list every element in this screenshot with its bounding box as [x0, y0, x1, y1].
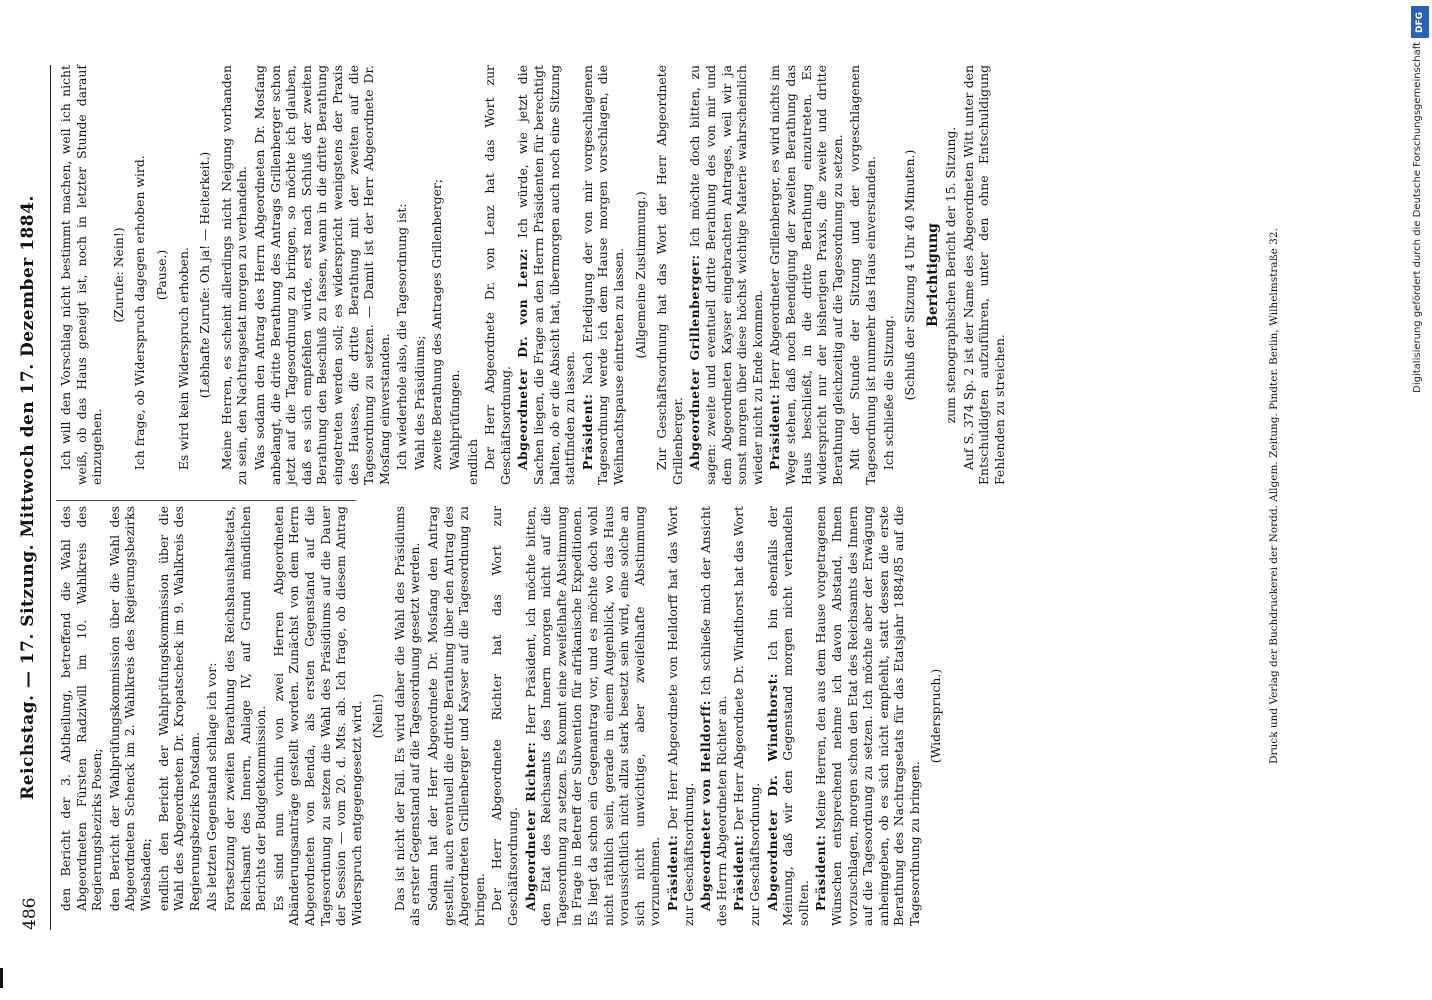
agenda-item — [222, 506, 269, 926]
agenda-item — [58, 506, 105, 926]
paragraph-text: Ich schließe mich der Ansicht des Herrn Abgeordneten Richter an. — [698, 506, 729, 926]
page-number: 486 — [20, 897, 40, 930]
paragraph-text: Der Herr Abgeordnete Dr. Windthorst hat das Wort zur Geschäftsordnung. — [731, 506, 762, 926]
stage-direction — [154, 65, 170, 485]
paragraph — [847, 65, 878, 485]
paragraph — [731, 506, 762, 926]
paragraph — [58, 65, 105, 485]
section-subtitle — [943, 65, 959, 485]
section-title — [926, 65, 942, 485]
paragraph-text: Sodann hat der Herr Abgeordnete Dr. Mosfang den Antrag gestellt, auch eventuell die dritte Berathung über den Antrag des Abgeordneten Grillenberger und Kayser auf die Tagesordnung zu bringen. — [425, 506, 487, 926]
paragraph-text: Berichtigung — [924, 223, 941, 327]
paragraph-text: (Pause.) — [153, 249, 169, 301]
paragraph — [665, 506, 696, 926]
paragraph-text: Ich wiederhole also, die Tagesordnung ist: — [394, 203, 410, 471]
right-column — [58, 65, 1010, 485]
paragraph-text: Als letzten Gegenstand schlage ich vor: — [204, 662, 220, 912]
paragraph-text: Wahlprüfungen. — [447, 369, 463, 471]
paragraph-text: Ich würde, wie jetzt die Sachen liegen, die Frage an den Herrn Präsidenten für berechtigt halten, ob er die Absicht hat, übermorgen auch noch eine Sitzung stattfinden zu lassen. — [515, 65, 578, 485]
paragraph-text: Der Herr Abgeordnete Richter hat das Wort zur Geschäftsordnung. — [489, 506, 521, 926]
stage-direction — [633, 65, 649, 485]
paragraph-text: (Nein!) — [370, 693, 386, 739]
paragraph-text: Es sind nun vorhin von zwei Herren Abgeordneten Abänderungsanträge gestellt worden. Zunächst von dem Herrn Abgeordneten von Bendа, als ersten Gegenstand auf die Tagesordnung zu setzen die Wahl des Präsidiums auf die Dauer der Session — vom 20. d. Mts. ab. Ich frage, ob diesem Antrag Widerspruch entgegengesetzt wird. — [270, 506, 364, 926]
scan-edge-mark — [0, 968, 3, 988]
paragraph — [961, 65, 1008, 485]
stage-direction — [111, 65, 127, 485]
page-header — [18, 65, 48, 930]
speaker-name: Präsident: — [813, 834, 829, 912]
paragraph-text: den Bericht der Wahlprüfungskommission über die Wahl des Abgeordneten Schenck im 2. Wahlkreis des Regierungsbezirks Wiesbaden; — [106, 506, 153, 912]
paragraph-text: Ich will den Vorschlag nicht bestimmt machen, weil ich nicht weiß, ob das Haus geneigt ist, noch in letzter Stunde darauf einzugehen. — [58, 65, 105, 485]
paragraph-text: Es wird kein Widerspruch erhoben. — [175, 247, 191, 471]
agenda-item — [107, 506, 154, 926]
paragraph-text: Ich schließe die Sitzung. — [880, 315, 896, 471]
agenda-item — [447, 65, 463, 485]
paragraph — [176, 65, 192, 485]
agenda-item — [156, 506, 203, 926]
paragraph — [394, 65, 410, 485]
paragraph-text: Nach Erledigung der von mir vorgeschlagenen Tagesordnung werde ich dem Hause morgen vorschlagen, die Weihnachtspause eintreten zu lassen. — [579, 65, 626, 485]
paragraph-text: Herr Abgeordneter Grillenberger, es wird nichts im Wege stehen, daß noch Beendigung der zweiten Berathung das Haus beschließt, in die dritte Berathung einzutreten. Es widerspricht nur der bisherigen Praxis, die zweite und dritte Berathung gleichzeitig auf die Tagesordnung zu setzen. — [767, 65, 845, 485]
paragraph — [204, 506, 220, 926]
paragraph-text: (Lebhafte Zurufe: Oh ja! — Heiterkeit.) — [197, 151, 213, 399]
stage-direction — [370, 506, 386, 926]
paragraph-text: Der Herr Abgeordnete Dr. von Lenz hat das Wort zur Geschäftsordnung. — [482, 65, 513, 485]
paragraph — [425, 506, 487, 926]
speaker-name: Präsident: — [664, 834, 680, 912]
paragraph — [252, 65, 392, 485]
paragraph — [698, 506, 729, 926]
speaker-name: Präsident: — [579, 393, 595, 471]
speaker-name: Abgeordneter Dr. Windthorst: — [764, 673, 780, 912]
paragraph — [271, 506, 365, 926]
speaker-name: Abgeordneter Grillenberger: — [687, 254, 703, 471]
paragraph-text: den Bericht der 3. Abtheilung, betreffend die Wahl des Abgeordneten Fürsten Radziwill im 10. Wahlkreis des Regierungsbezirks Posen; — [58, 506, 105, 912]
agenda-item — [429, 65, 445, 485]
speaker-name: Präsident: — [767, 393, 783, 471]
stage-direction — [197, 65, 213, 485]
paragraph-text: (Allgemeine Zustimmung.) — [632, 191, 648, 359]
paragraph-text: (Zurufe: Nein!) — [110, 227, 126, 323]
speaker-name: Abgeordneter Richter: — [522, 741, 538, 912]
stage-direction — [902, 65, 918, 485]
paragraph — [813, 506, 922, 926]
speaker-name: Abgeordneter von Helldorff: — [698, 700, 714, 912]
paragraph-text: (Widerspruch.) — [928, 668, 944, 764]
paragraph — [523, 506, 663, 926]
page-title: Reichstag. — 17. Sitzung. Mittwoch den 17. Dezember 1884. — [18, 195, 38, 800]
paragraph-text: Ich möchte doch bitten, zu sagen: zweite und eventuell dritte Berathung des von mir und dem Abgeordneten Kayser eingebrachten Antrages, weil wir ja sonst morgen über diese höchst wichtige Materie wahrscheinlich wieder nicht zu Ende kommen. — [687, 65, 765, 485]
paragraph — [392, 506, 423, 926]
dfg-logo-icon: DFG — [1411, 6, 1429, 38]
paragraph-text: Herr Präsident, ich möchte bitten, den Etat des Reichsamts des Innern morgen nicht auf die Tagesordnung zu setzen. Es kommt eine zweifelhafte Abstimmung in Frage in Betreff der Subvention für afrikanische Expeditionen. Es liegt da schon ein Gegenantrag vor, und es möchte doch wohl nicht räthlich sein, gerade in einem Augenblick, wo das Haus voraussichtlich nicht allzu stark besetzt sein wird, eine solche an sich nicht unwichtige, aber zweifelhafte Abstimmung vorzunehmen. — [522, 506, 663, 926]
paragraph — [465, 65, 481, 485]
paragraph-text: endlich den Bericht der Wahlprüfungskommission über die Wahl des Abgeordneten Dr. Kropatscheck im 9. Wahlkreis des Regierungsbezirks Potsdam. — [155, 506, 202, 912]
paragraph — [765, 506, 812, 926]
agenda-item — [412, 65, 428, 485]
speaker-name: Präsident: — [731, 834, 747, 912]
left-column — [58, 506, 950, 926]
header-rule — [50, 65, 51, 930]
paragraph-text: Ich bin ebenfalls der Meinung, daß wir den Gegenstand morgen nicht verhandeln sollten. — [764, 506, 811, 926]
paragraph-text: Der Herr Abgeordnete von Helldorff hat das Wort zur Geschäftsordnung. — [664, 506, 696, 926]
attribution-strip — [1408, 0, 1432, 1000]
paragraph-text: zum stenographischen Bericht der 15. Sitzung. — [943, 126, 959, 424]
paragraph-text: Fortsetzung der zweiten Berathung des Reichshaushaltsetats, Reichsamt des Innern, Anlage IV, auf Grund mündlichen Berichts der Budgetkommission. — [221, 506, 269, 912]
paragraph-text: Was sodann den Antrag des Herrn Abgeordneten Dr. Mosfang anbelangt, die dritte Berathung des Antrags Grillenberger schon jetzt auf die Tagesordnung zu bringen, so möchte ich glauben, daß es sich empfehlen würde, erst nach Schluß der zweiten Berathung den Beschluß zu fassen, wann in die dritte Berathung eingetreten werden soll; es widerspricht wenigstens der Praxis des Hauses, die dritte Berathung mit der zweiten auf die Tagesordnung zu setzen. — Damit ist der Herr Abgeordnete Dr. Mosfang einverstanden. — [251, 65, 392, 485]
paragraph — [687, 65, 765, 485]
stage-direction — [928, 506, 944, 926]
attribution-text: Digitalisierung gefördert durch die Deutsche Forschungsgemeinschaft — [1412, 42, 1423, 393]
printer-imprint: Druck und Verlag der Buchdruckerei der Nordd. Allgem. Zeitung. Pindter. Berlin, Wilhelmstraße 32. — [1268, 228, 1280, 764]
paragraph-text: Meine Herren, den aus dem Hause vorgetragenen Wünschen entsprechend nehme ich davon Abstand, Ihnen vorzuschlagen, morgen schon den Etat des Reichsamts des Innern auf die Tagesordnung zu setzen. Ich möchte aber der Erwägung anheimgeben, ob es sich nicht empfiehlt, statt dessen die erste Berathung des Nachtragsetats für das Etatsjahr 1884/85 auf die Tagesordnung zu bringen. — [813, 506, 922, 926]
column-divider — [56, 500, 356, 501]
paragraph — [515, 65, 577, 485]
paragraph-text: Mit der Stunde der Sitzung und der vorgeschlagenen Tagesordnung ist nunmehr das Haus einverstanden. — [847, 65, 878, 485]
paragraph-text: (Schluß der Sitzung 4 Uhr 40 Minuten.) — [902, 149, 918, 401]
paragraph-text: endlich — [464, 438, 480, 485]
paragraph — [580, 65, 627, 485]
paragraph — [482, 65, 513, 485]
paragraph-text: Wahl des Präsidiums; — [411, 335, 427, 471]
paragraph-text: Auf S. 374 Sp. 2 ist der Name des Abgeordneten Witt unter den Entschuldigten aufzuführen, unter den ohne Entschuldigung Fehlenden zu streichen. — [960, 65, 1008, 485]
speaker-name: Abgeordneter Dr. von Lenz: — [515, 248, 531, 471]
paragraph-text: Zur Geschäftsordnung hat das Wort der Herr Abgeordnete Grillenberger. — [654, 65, 685, 485]
paragraph-text: zweite Berathung des Antrages Grillenberger; — [429, 178, 445, 471]
paragraph — [654, 65, 685, 485]
paragraph-text: Meine Herren, es scheint allerdings nicht Neigung vorhanden zu sein, den Nachtragsetat morgen zu verhandeln. — [218, 65, 250, 485]
paragraph-text: Ich frage, ob Widerspruch dagegen erhoben wird. — [132, 155, 148, 471]
paragraph — [132, 65, 148, 485]
paragraph — [767, 65, 845, 485]
paragraph-text: Das ist nicht der Fall. Es wird daher die Wahl des Präsidiums als erster Gegenstand auf die Tagesordnung gesetzt werden. — [391, 506, 423, 926]
paragraph — [489, 506, 520, 926]
paragraph — [219, 65, 250, 485]
paragraph — [881, 65, 897, 485]
